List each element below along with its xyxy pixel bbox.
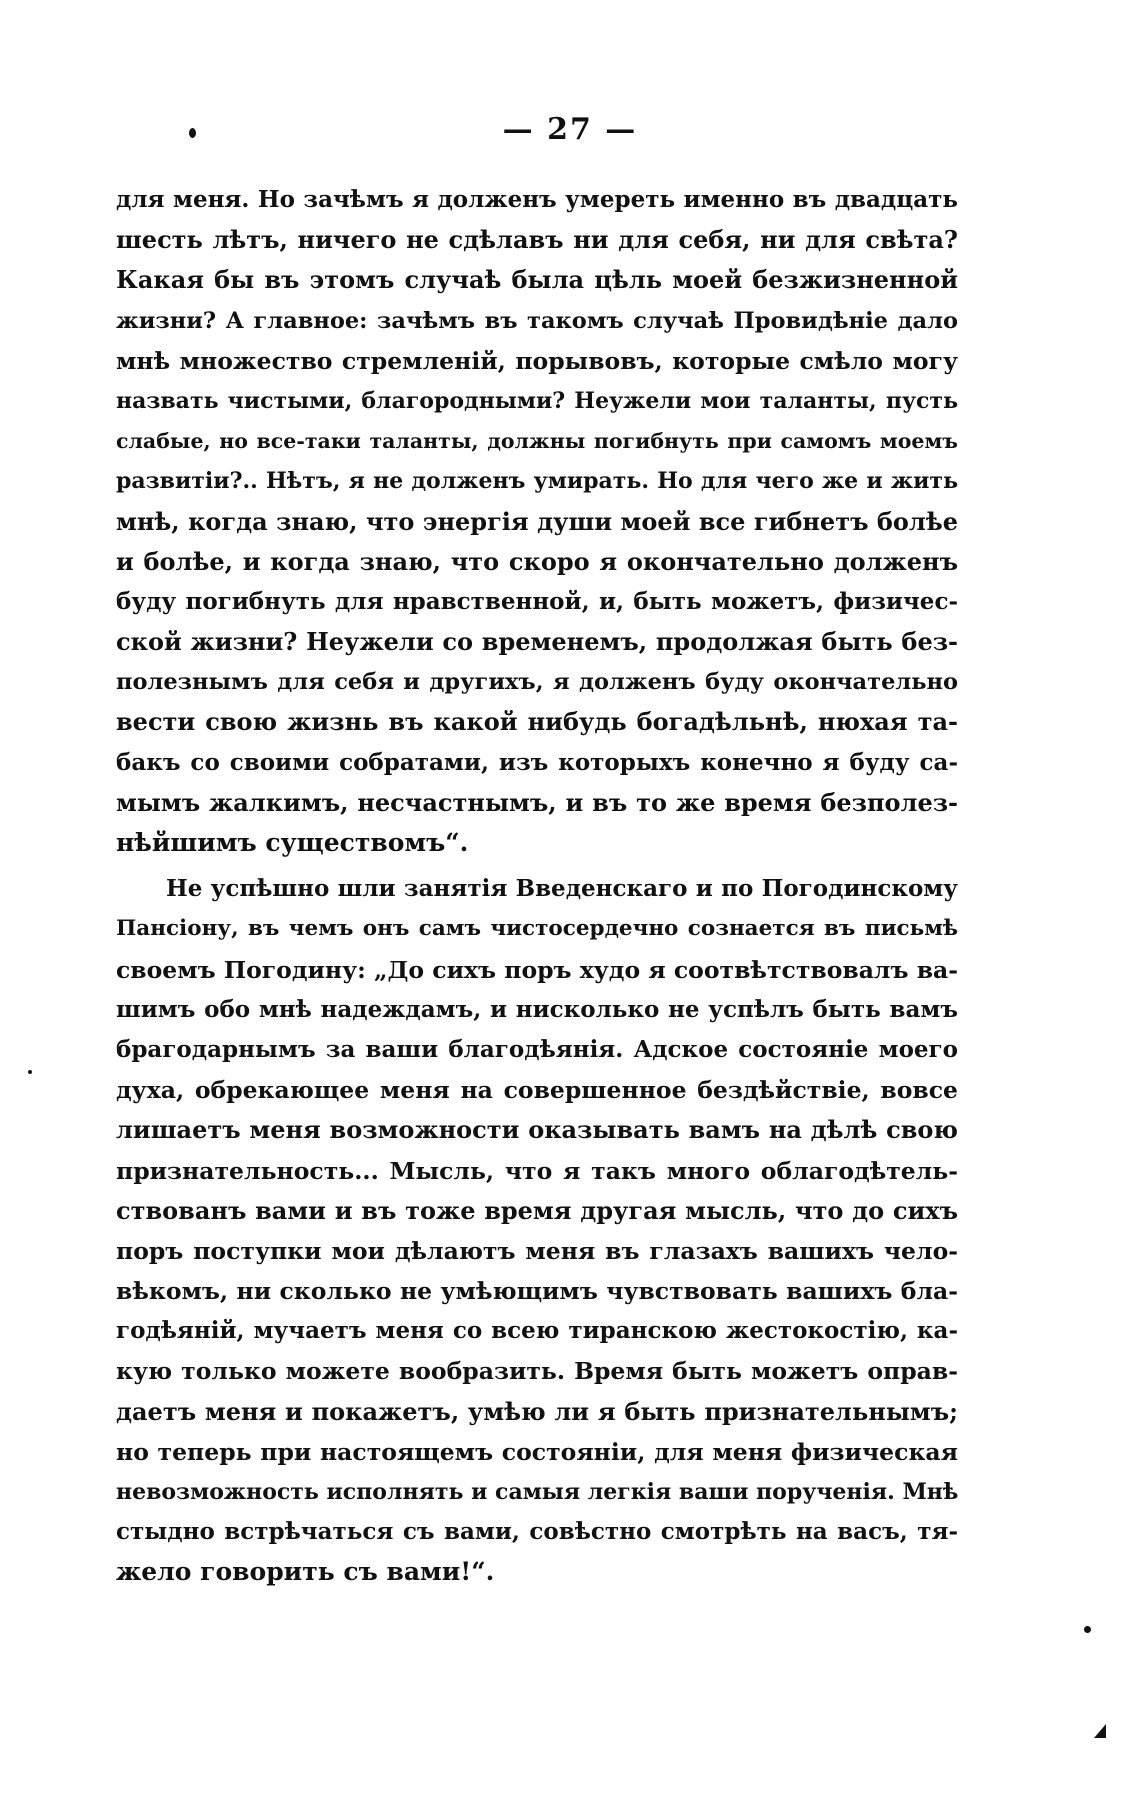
- text-line: кую только можете вообразить. Время быть можетъ оправ-: [116, 1357, 958, 1386]
- text-line: даетъ меня и покажетъ, умѣю ли я быть признательнымъ;: [116, 1396, 958, 1426]
- text-line: для меня. Но зачѣмъ я долженъ умереть именно въ двадцать: [116, 186, 958, 213]
- text-line: мнѣ множество стремленій, порывовъ, которые смѣло могу: [116, 346, 958, 375]
- text-line: Пансіону, въ чемъ онъ самъ чистосердечно сознается въ письмѣ: [116, 916, 958, 942]
- text-line: вести свою жизнь въ какой нибудь богадѣльнѣ, нюхая та-: [116, 707, 958, 737]
- text-line: жело говорить съ вами!“.: [116, 1557, 495, 1587]
- ink-speck: [28, 1070, 32, 1074]
- text-line: годѣяній, мучаетъ меня со всею тиранскою жестокостію, ка-: [116, 1317, 958, 1345]
- text-line: бакъ со своими собратами, изъ которыхъ конечно я буду са-: [116, 748, 958, 776]
- text-line: шимъ обо мнѣ надеждамъ, и нисколько не успѣлъ быть вамъ: [116, 995, 958, 1023]
- text-line: духа, обрекающее меня на совершенное бездѣйствіе, вовсе: [116, 1076, 958, 1105]
- text-line: и болѣе, и когда знаю, что скоро я окончательно долженъ: [116, 546, 958, 576]
- text-line: невозможность исполнять и самыя легкія ваши порученія. Мнѣ: [116, 1479, 958, 1505]
- text-line: признательность... Мысль, что я такъ много облагодѣтель-: [116, 1156, 958, 1185]
- text-line: ствованъ вами и въ тоже время другая мысль, что до сихъ: [116, 1195, 958, 1225]
- text-line: полезнымъ для себя и другихъ, я долженъ буду окончательно: [116, 669, 958, 696]
- text-line: вѣкомъ, ни сколько не умѣющимъ чувствовать вашихъ бла-: [116, 1277, 958, 1306]
- text-line: поръ поступки мои дѣлаютъ меня въ глазахъ вашихъ чело-: [116, 1236, 958, 1265]
- text-line: лишаетъ меня возможности оказывать вамъ на дѣлѣ свою: [116, 1115, 958, 1145]
- corner-mark: [1094, 1724, 1106, 1738]
- text-line: стыдно встрѣчаться съ вами, совѣстно смотрѣть на васъ, тя-: [116, 1518, 958, 1546]
- text-line: брагодарнымъ за ваши благодѣянія. Адское состояніе моего: [116, 1035, 958, 1063]
- text-line: жизни? А главное: зачѣмъ въ такомъ случаѣ Провидѣніе дало: [116, 307, 958, 334]
- text-line: назвать чистыми, благородными? Неужели мои таланты, пусть: [116, 387, 958, 414]
- text-line: Не успѣшно шли занятія Введенскаго и по Погодинскому: [166, 875, 958, 903]
- text-line: но теперь при настоящемъ состояніи, для меня физическая: [116, 1437, 958, 1466]
- text-line: нѣйшимъ существомъ“.: [116, 828, 469, 857]
- body-text: [116, 180, 958, 1593]
- paragraph-2: [116, 869, 958, 1592]
- text-line: ской жизни? Неужели со временемъ, продолжая быть без-: [116, 627, 958, 657]
- text-line: своемъ Погодину: „До сихъ поръ худо я соотвѣтствовалъ ва-: [116, 955, 958, 984]
- page-number: — 27 —: [502, 112, 638, 147]
- ink-speck: [1084, 1626, 1091, 1633]
- text-line: шесть лѣтъ, ничего не сдѣлавъ ни для себя, ни для свѣта?: [116, 225, 958, 255]
- paragraph-1: [116, 180, 958, 863]
- text-line: Какая бы въ этомъ случаѣ была цѣль моей безжизненной: [116, 265, 958, 295]
- text-line: буду погибнуть для нравственной, и, быть можетъ, физичес-: [116, 587, 958, 615]
- text-line: слабые, но все-таки таланты, должны погибнуть при самомъ моемъ: [116, 429, 958, 454]
- text-line: развитіи?.. Нѣтъ, я не долженъ умирать. Но для чего же и жить: [116, 468, 958, 495]
- text-line: мнѣ, когда знаю, что энергія души моей все гибнетъ болѣе: [116, 506, 958, 536]
- text-line: мымъ жалкимъ, несчастнымъ, и въ то же время безполез-: [116, 787, 958, 817]
